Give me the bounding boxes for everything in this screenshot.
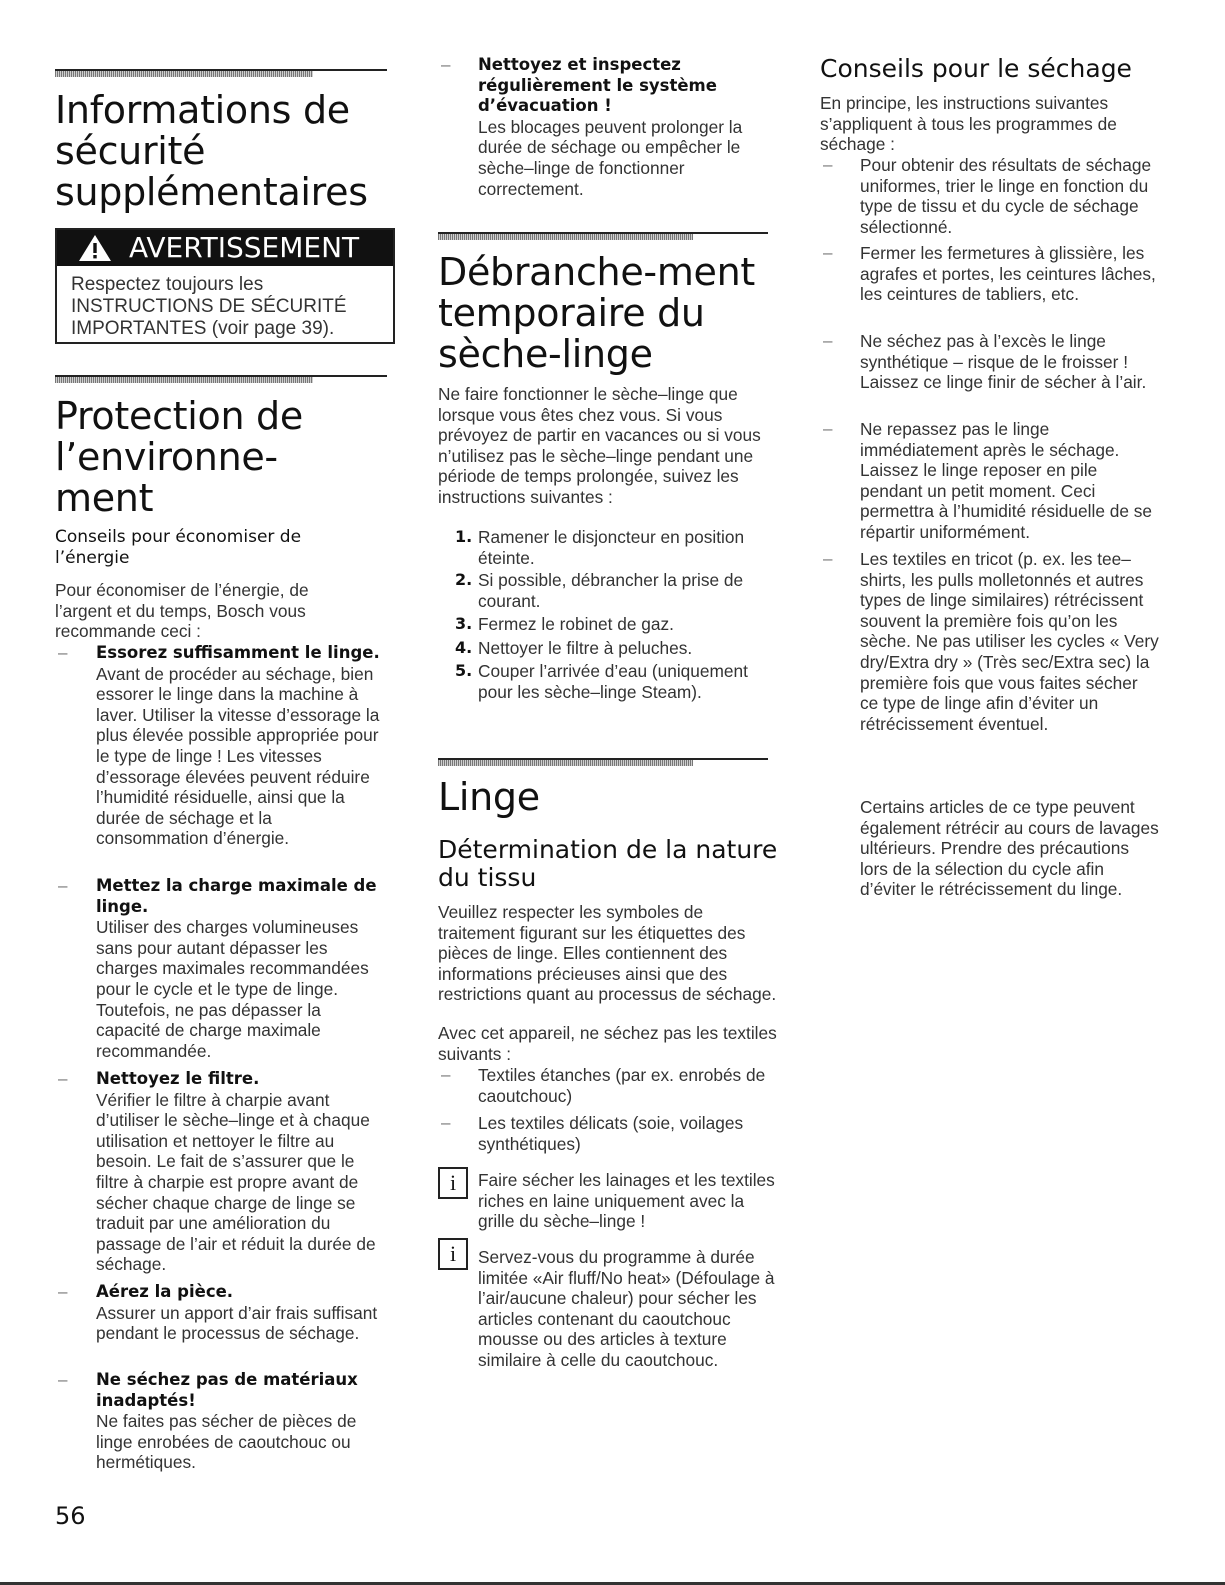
warning-triangle-icon <box>77 233 113 263</box>
list-item: Ne séchez pas de matériaux inadaptés! Ne faites pas sécher de pièces de linge enrobées de caoutchouc ou hermétiques. <box>96 1370 358 1473</box>
section-rule-hatch <box>438 759 693 766</box>
list-dash: – <box>58 1069 68 1088</box>
list-item: Ne séchez pas à l’excès le linge synthétique – risque de le froisser ! Laissez ce linge finir de sécher à l’air. <box>860 331 1147 393</box>
title-safety: Informations de sécurité supplémentaires <box>55 88 368 214</box>
step-text: Couper l’arrivée d’eau (uniquement pour les sèche–linge Steam). <box>478 661 748 702</box>
subtitle-fabric: Détermination de la nature du tissu <box>438 835 778 892</box>
list-dash: – <box>823 331 833 350</box>
section-rule <box>438 758 768 760</box>
list-item: Essorez suffisamment le linge. Avant de procéder au séchage, bien essorer le linge dans la machine à laver. Utiliser la vitesse d’essorage la plus élevée possible appropriée pour le type de linge ! Les vitesses d’essorage élevées peuvent réduire l’humidité résiduelle, ainsi que la durée de séchage et la consommation d’énergie. <box>96 643 380 849</box>
section-rule <box>55 375 387 377</box>
list-dash: – <box>823 243 833 262</box>
list-dash: – <box>58 643 68 662</box>
section-rule <box>55 69 387 71</box>
fabric-paragraph: Avec cet appareil, ne séchez pas les textiles suivants : <box>438 1023 777 1064</box>
list-dash: – <box>441 1113 451 1132</box>
step-text: Ramener le disjoncteur en position éteinte. <box>478 527 745 568</box>
list-dash: – <box>823 419 833 438</box>
section-rule-hatch <box>55 376 313 383</box>
title-linge: Linge <box>438 775 540 819</box>
step-text: Fermez le robinet de gaz. <box>478 614 674 634</box>
list-item: Ne repassez pas le linge immédiatement après le séchage. Laissez le linge reposer en pile pendant un petit moment. Ceci permettra à l’humidité résiduelle de se répartir uniformément. <box>860 419 1153 542</box>
section-rule-hatch <box>55 70 313 77</box>
info-note: Faire sécher les lainages et les textiles riches en laine uniquement avec la grille du sèche–linge ! <box>478 1170 775 1232</box>
list-item: Les textiles en tricot (p. ex. les tee–shirts, les pulls molletonnés et autres types de linge similaires) rétrécissent souvent la première fois qu’on les sèche. Ne pas utiliser les cycles « Very dry/Extra dry » (Très sec/Extra sec) la première fois que vous faites sécher ce type de linge afin d’éviter un rétrécissement éventuel. <box>860 549 1159 734</box>
list-item: Nettoyez et inspectez régulièrement le système d’évacuation ! Les blocages peuvent prolonger la durée de séchage ou empêcher le sèche–linge de fonctionner correctement. <box>478 55 743 199</box>
list-dash: – <box>441 55 451 74</box>
page-number: 56 <box>55 1502 86 1530</box>
list-dash: – <box>58 1282 68 1301</box>
list-dash: – <box>58 1370 68 1389</box>
step-number: 4. <box>455 638 473 657</box>
list-item: Fermer les fermetures à glissière, les agrafes et portes, les ceintures lâches, les ceintures de tabliers, etc. <box>860 243 1156 305</box>
energy-intro: Pour économiser de l’énergie, de l’argent et du temps, Bosch vous recommande ceci : <box>55 580 309 642</box>
step-text: Nettoyer le filtre à peluches. <box>478 638 693 658</box>
section-rule <box>438 232 768 234</box>
drying-intro: En principe, les instructions suivantes s’appliquent à tous les programmes de séchage : <box>820 93 1117 155</box>
list-item: Mettez la charge maximale de linge. Utiliser des charges volumineuses sans pour autant dépasser les charges maximales recommandées pour le cycle et le type de linge. Toutefois, ne pas dépasser la capacité de charge maximale recommandée. <box>96 876 377 1061</box>
list-item: Nettoyez le filtre. Vérifier le filtre à charpie avant d’utiliser le sèche–linge et à chaque utilisation et nettoyer le filtre au besoin. Le fait de s’assurer que le filtre à charpie est propre avant de sécher chaque charge de linge se traduit par une amélioration du passage de l’air et réduit la durée de séchage. <box>96 1069 376 1275</box>
list-item: Les textiles délicats (soie, voilages synthétiques) <box>478 1113 744 1154</box>
title-environment: Protection de l’environne-ment <box>55 394 303 520</box>
section-rule-hatch <box>438 233 693 240</box>
list-dash: – <box>823 155 833 174</box>
title-drying-tips: Conseils pour le séchage <box>820 54 1132 83</box>
list-item: Aérez la pièce. Assurer un apport d’air frais suffisant pendant le processus de séchage. <box>96 1282 378 1344</box>
warning-header <box>57 230 393 266</box>
title-disconnect: Débranche-ment temporaire du sèche-linge <box>438 250 756 376</box>
warning-text: Respectez toujours les INSTRUCTIONS DE SÉCURITÉ IMPORTANTES (voir page 39). <box>71 274 347 339</box>
info-icon: i <box>438 1167 468 1199</box>
disconnect-intro: Ne faire fonctionner le sèche–linge que lorsque vous êtes chez vous. Si vous prévoyez de partir en vacances ou si vous n’utilisez pas le sèche–linge pendant une période de temps prolongée, suivez les instructions suivantes : <box>438 384 761 507</box>
warning-label: AVERTISSEMENT <box>129 231 360 264</box>
step-number: 1. <box>455 527 473 546</box>
step-number: 2. <box>455 570 473 589</box>
warning-box <box>55 228 395 344</box>
list-item: Pour obtenir des résultats de séchage uniformes, trier le linge en fonction du type de tissu et du cycle de séchage sélectionné. <box>860 155 1152 237</box>
step-number: 3. <box>455 614 473 633</box>
info-icon: i <box>438 1238 468 1270</box>
fabric-paragraph: Veuillez respecter les symboles de traitement figurant sur les étiquettes des pièces de linge. Elles contiennent des informations précieuses ainsi que des restrictions quant au processus de séchage. <box>438 902 777 1005</box>
drying-extra: Certains articles de ce type peuvent également rétrécir au cours de lavages ultérieurs. Prendre des précautions lors de la sélection du cycle afin d’éviter le rétrécissement du linge. <box>860 797 1159 900</box>
list-dash: – <box>823 549 833 568</box>
step-number: 5. <box>455 661 473 680</box>
info-note: Servez-vous du programme à durée limitée «Air fluff/No heat» (Défoulage à l’air/aucune chaleur) pour sécher les articles contenant du caoutchouc mousse ou des articles à texture similaire à celle du caoutchouc. <box>478 1247 775 1370</box>
list-dash: – <box>58 876 68 895</box>
list-item: Textiles étanches (par ex. enrobés de caoutchouc) <box>478 1065 766 1106</box>
list-dash: – <box>441 1065 451 1084</box>
subtitle-energy: Conseils pour économiser de l’énergie <box>55 527 302 568</box>
step-text: Si possible, débrancher la prise de courant. <box>478 570 744 611</box>
